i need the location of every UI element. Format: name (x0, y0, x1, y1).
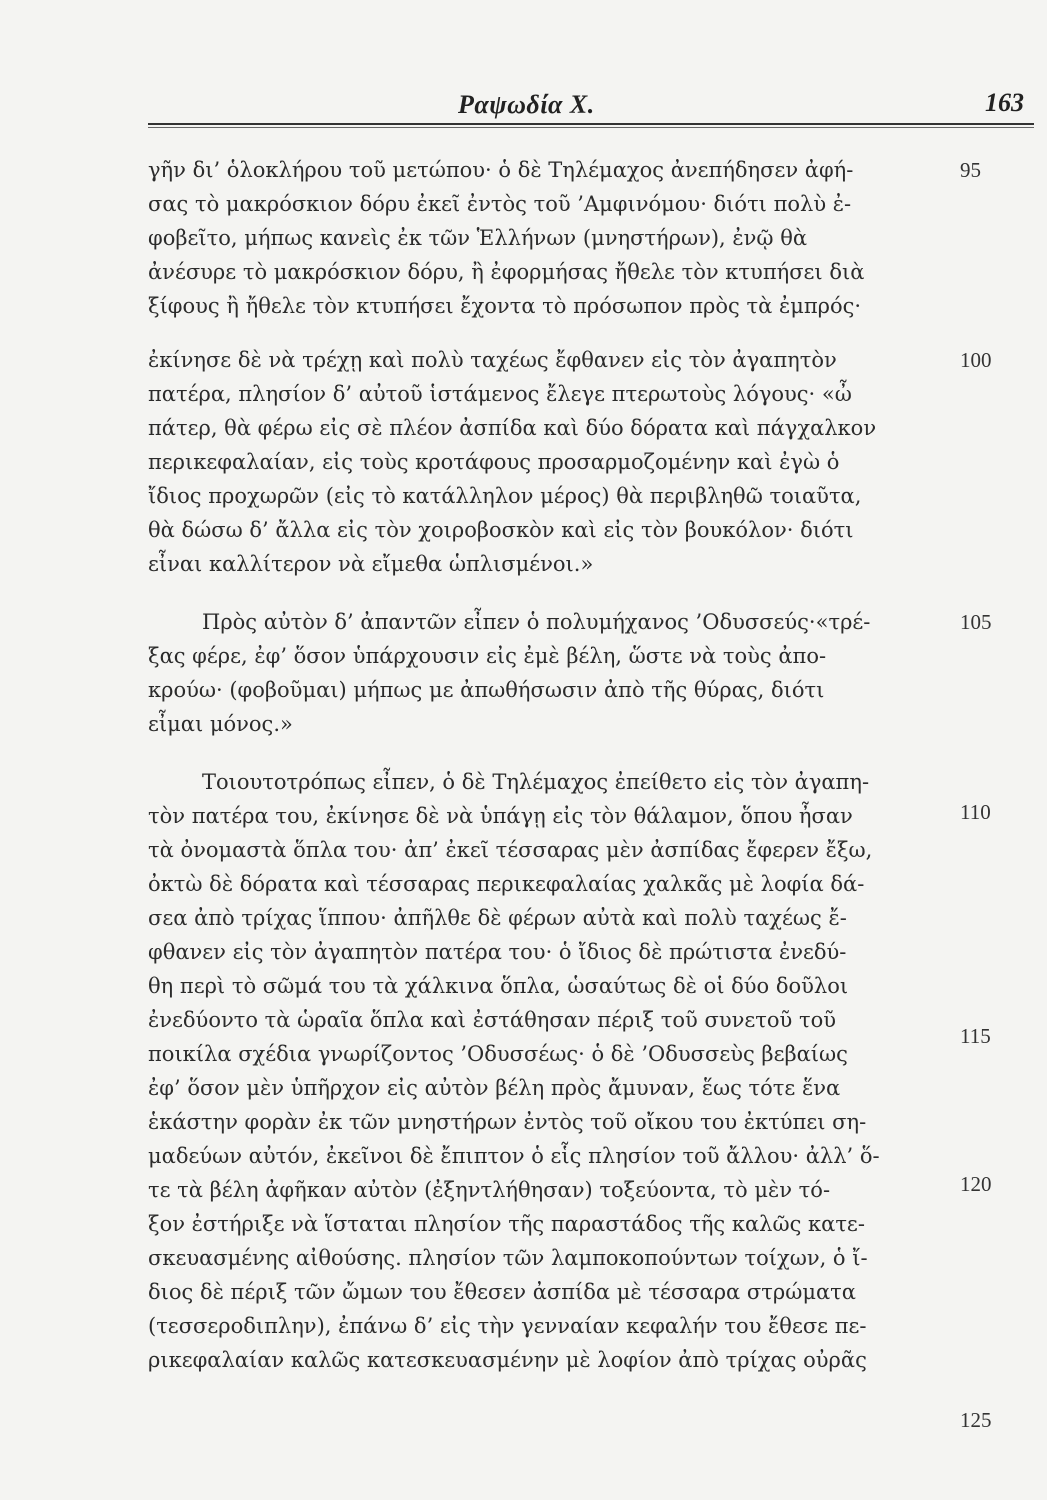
line-number: 100 (960, 348, 992, 372)
text-line: φθανεν εἰς τὸν ἀγαπητὸν πατέρα του· ὁ ἴδιος δὲ πρώτιστα ἐνεδύ- (148, 940, 847, 964)
text-line: μαδεύων αὐτόν, ἐκεῖνοι δὲ ἔπιπτον ὁ εἷς πλησίον τοῦ ἄλλου· ἀλλ’ ὅ- (148, 1144, 880, 1168)
line-number: 110 (960, 800, 991, 824)
header-rule (148, 123, 1034, 125)
text-line: φοβεῖτο, μήπως κανεὶς ἐκ τῶν Ἑλλήνων (μνηστήρων), ἐνῷ θὰ (148, 226, 808, 250)
text-line: ἐκίνησε δὲ νὰ τρέχῃ καὶ πολὺ ταχέως ἔφθανεν εἰς τὸν ἀγαπητὸν (148, 348, 837, 372)
text-line: Πρὸς αὐτὸν δ’ ἀπαντῶν εἶπεν ὁ πολυμήχανος ’Οδυσσεύς·«τρέ- (202, 610, 871, 634)
line-number: 125 (960, 1408, 992, 1432)
text-line: ξίφους ἢ ἤθελε τὸν κτυπήσει ἔχοντα τὸ πρόσωπον πρὸς τὰ ἐμπρός· (148, 294, 862, 318)
text-line: πάτερ, θὰ φέρω εἰς σὲ πλέον ἀσπίδα καὶ δύο δόρατα καὶ πάγχαλκον (148, 416, 877, 440)
page-header (148, 86, 1030, 126)
text-line: ἑκάστην φορὰν ἐκ τῶν μνηστήρων ἐντὸς τοῦ οἴκου του ἐκτύπει ση- (148, 1110, 867, 1134)
text-line: πατέρα, πλησίον δ’ αὐτοῦ ἱστάμενος ἔλεγε πτερωτοὺς λόγους· «ὦ (148, 382, 852, 406)
text-line: τὰ ὀνομαστὰ ὅπλα του· ἀπ’ ἐκεῖ τέσσαρας μὲν ἀσπίδας ἔφερεν ἔξω, (148, 838, 873, 862)
text-line: γῆν δι’ ὁλοκλήρου τοῦ μετώπου· ὁ δὲ Τηλέμαχος ἀνεπήδησεν ἀφή- (148, 158, 854, 182)
text-line: ἐνεδύοντο τὰ ὡραῖα ὅπλα καὶ ἐστάθησαν πέριξ τοῦ συνετοῦ τοῦ (148, 1008, 836, 1032)
text-line: ἐφ’ ὅσον μὲν ὑπῆρχον εἰς αὐτὸν βέλη πρὸς ἄμυναν, ἕως τότε ἕνα (148, 1076, 841, 1100)
line-number: 115 (960, 1024, 991, 1048)
text-line: ρικεφαλαίαν καλῶς κατεσκευασμένην μὲ λοφίον ἀπὸ τρίχας οὐρᾶς (148, 1348, 867, 1372)
running-title: Ραψωδία Χ. (458, 90, 595, 119)
text-line: ἴδιος προχωρῶν (εἰς τὸ κατάλληλον μέρος) θὰ περιβληθῶ τοιαῦτα, (148, 484, 862, 508)
text-line: ξας φέρε, ἐφ’ ὅσον ὑπάρχουσιν εἰς ἐμὲ βέλη, ὥστε νὰ τοὺς ἀπο- (148, 644, 827, 668)
line-number: 95 (960, 158, 981, 182)
text-line: ποικίλα σχέδια γνωρίζοντος ’Οδυσσέως· ὁ δὲ ’Οδυσσεὺς βεβαίως (148, 1042, 848, 1066)
text-line: Τοιουτοτρόπως εἶπεν, ὁ δὲ Τηλέμαχος ἐπείθετο εἰς τὸν ἀγαπη- (202, 770, 870, 794)
header-rule-thin (148, 127, 1034, 128)
text-line: σεα ἀπὸ τρίχας ἵππου· ἀπῆλθε δὲ φέρων αὐτὰ καὶ πολὺ ταχέως ἔ- (148, 906, 847, 930)
page-number: 163 (985, 88, 1024, 117)
text-line: ξον ἐστήριξε νὰ ἵσταται πλησίον τῆς παραστάδος τῆς καλῶς κατε- (148, 1212, 865, 1236)
text-line: τε τὰ βέλη ἀφῆκαν αὐτὸν (ἐξηντλήθησαν) τοξεύοντα, τὸ μὲν τό- (148, 1178, 831, 1202)
text-line: εἶναι καλλίτερον νὰ εἴμεθα ὡπλισμένοι.» (148, 552, 594, 576)
text-line: σκευασμένης αἰθούσης. πλησίον τῶν λαμποκοπούντων τοίχων, ὁ ἴ- (148, 1246, 868, 1270)
text-line: ἀνέσυρε τὸ μακρόσκιον δόρυ, ἢ ἐφορμήσας ἤθελε τὸν κτυπήσει διὰ (148, 260, 865, 284)
text-line: (τεσσεροδιπλην), ἐπάνω δ’ εἰς τὴν γενναίαν κεφαλήν του ἔθεσε πε- (148, 1314, 867, 1338)
text-line: ὀκτὼ δὲ δόρατα καὶ τέσσαρας περικεφαλαίας χαλκᾶς μὲ λοφία δά- (148, 872, 865, 896)
text-line: διος δὲ πέριξ τῶν ὤμων του ἔθεσεν ἀσπίδα μὲ τέσσαρα στρώματα (148, 1280, 856, 1304)
text-line: σας τὸ μακρόσκιον δόρυ ἐκεῖ ἐντὸς τοῦ ’Αμφινόμου· διότι πολὺ ἐ- (148, 192, 852, 216)
text-line: περικεφαλαίαν, εἰς τοὺς κροτάφους προσαρμοζομένην καὶ ἐγὼ ὁ (148, 450, 840, 474)
text-line: τὸν πατέρα του, ἐκίνησε δὲ νὰ ὑπάγῃ εἰς τὸν θάλαμον, ὅπου ἦσαν (148, 804, 853, 828)
text-line: κρούω· (φοβοῦμαι) μήπως με ἀπωθήσωσιν ἀπὸ τῆς θύρας, διότι (148, 678, 825, 702)
line-number: 105 (960, 610, 992, 634)
text-line: εἶμαι μόνος.» (148, 712, 293, 736)
line-number: 120 (960, 1172, 992, 1196)
text-line: θὰ δώσω δ’ ἄλλα εἰς τὸν χοιροβοσκὸν καὶ εἰς τὸν βουκόλον· διότι (148, 518, 854, 542)
text-line: θη περὶ τὸ σῶμά του τὰ χάλκινα ὅπλα, ὡσαύτως δὲ οἱ δύο δοῦλοι (148, 974, 849, 998)
